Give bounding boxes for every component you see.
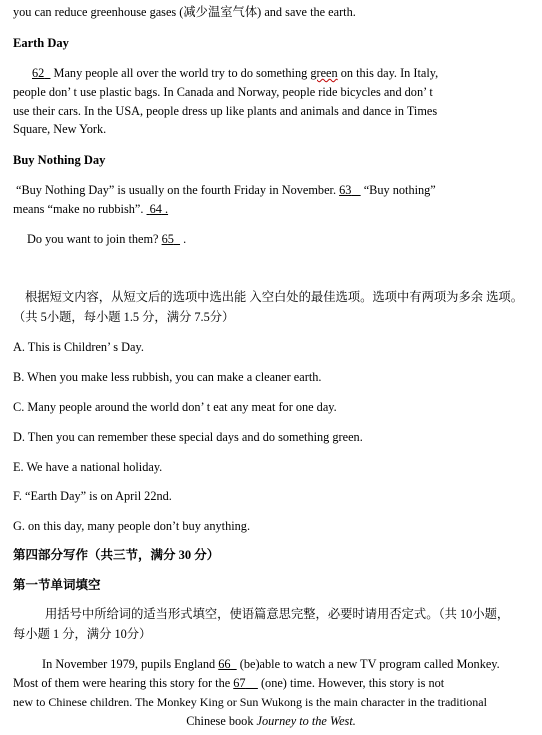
paragraph-line <box>32 65 534 81</box>
instruction-line: 根据短文内容，从短文后的选项中选出能 入空白处的最佳选项。选项中有两项为多余 选项。 <box>25 290 524 304</box>
text-span: (one) time. However, this story is not <box>257 676 445 690</box>
text-span: (be)able to watch a new TV program called Monkey. <box>236 657 500 671</box>
option-b: B. When you make less rubbish, you can make a cleaner earth. <box>13 370 322 384</box>
blank-64: 64 <box>149 202 162 216</box>
blank-67: 67 <box>233 676 246 690</box>
book-title: Journey to the West. <box>256 714 356 728</box>
instruction-line: （共 5小题，每小题 1.5 分，满分 7.5分） <box>13 310 235 324</box>
instruction-line: 用括号中所给词的适当形式填空，使语篇意思完整，必要时请用否定式。（共 10小题， <box>45 607 510 621</box>
text-span: In November 1979, pupils England <box>42 657 219 671</box>
part-heading: 第四部分写作（共三节，满分 30 分） <box>13 548 220 562</box>
blank-65: 65 <box>161 232 174 246</box>
paragraph-line <box>13 201 534 217</box>
instruction-line: 每小题 1 分，满分 10分） <box>13 627 152 641</box>
text-span: means “make no rubbish”. <box>13 202 147 216</box>
text-span: “Buy Nothing Day” is usually on the fourth Friday in November. <box>16 183 340 197</box>
text-line: you can reduce greenhouse gases (减少温室气体) and save the earth. <box>13 5 356 19</box>
option-e: E. We have a national holiday. <box>13 460 163 474</box>
blank-67-pad <box>246 676 258 690</box>
text-span: . <box>180 232 187 246</box>
paragraph-line: people don’ t use plastic bags. In Canada and Norway, people ride bicycles and don’ t <box>13 85 433 99</box>
paragraph-line <box>16 182 534 198</box>
paragraph-line <box>42 656 534 672</box>
blank-66: 66 <box>218 657 231 671</box>
section-heading: 第一节单词填空 <box>13 578 101 592</box>
paragraph-line <box>27 231 534 247</box>
paragraph-line <box>0 713 542 729</box>
blank-63: 63 <box>339 183 352 197</box>
option-d: D. Then you can remember these special days and do something green. <box>13 430 363 444</box>
blank-64-end: . <box>161 202 169 216</box>
text-span: on this day. In Italy, <box>337 66 439 80</box>
paragraph-line <box>13 675 534 691</box>
section-heading-buy-nothing-day: Buy Nothing Day <box>13 153 106 167</box>
option-g: G. on this day, many people don’t buy anything. <box>13 519 251 533</box>
paragraph-line: new to Chinese children. The Monkey King or Sun Wukong is the main character in the traditional <box>13 695 487 709</box>
paragraph-line: Square, New York. <box>13 122 107 136</box>
option-c: C. Many people around the world don’ t eat any meat for one day. <box>13 400 337 414</box>
text-span: Many people all over the world try to do something <box>50 66 311 80</box>
paragraph-line: use their cars. In the USA, people dress up like plants and animals and dance in Times <box>13 104 438 118</box>
text-span: “Buy nothing” <box>360 183 436 197</box>
text-span: Do you want to join them? <box>27 232 162 246</box>
text-span: Chinese book <box>186 714 257 728</box>
option-a: A. This is Children’ s Day. <box>13 340 144 354</box>
text-span: Most of them were hearing this story for the <box>13 676 234 690</box>
section-heading-earth-day: Earth Day <box>13 36 69 50</box>
text-span-green: green <box>310 66 338 80</box>
option-f: F. “Earth Day” is on April 22nd. <box>13 489 172 503</box>
blank-63-pad <box>351 183 360 197</box>
blank-62: 62 <box>32 66 45 80</box>
